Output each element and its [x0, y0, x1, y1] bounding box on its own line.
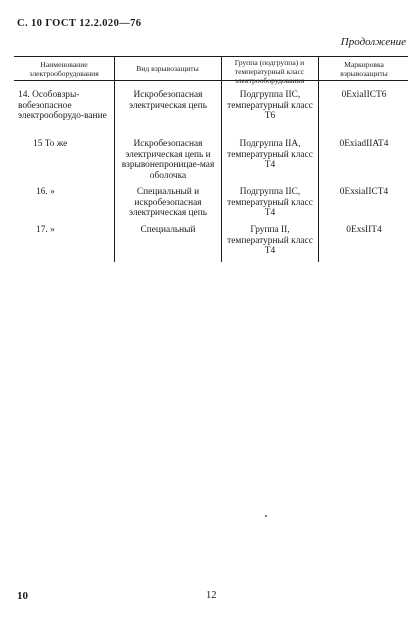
column-header-marking: Маркировка взрывозащиты — [340, 60, 388, 78]
cell-group: Подгруппа IIC, температурный класс Т4 — [227, 187, 313, 219]
cell-marking: 0ExiadIIAT4 — [339, 139, 389, 149]
table-top-rule — [14, 56, 408, 57]
cell-type: Искробезопасная электрическая цепь и взрывонепроницае-мая оболочка — [121, 139, 215, 181]
cell-marking: 0ExiaIICT6 — [341, 90, 387, 100]
cell-marking: 0ExsIIT4 — [346, 225, 382, 235]
cell-name: 15 То же — [33, 139, 68, 149]
cell-type: Специальный — [140, 225, 196, 235]
cell-type: Искробезопасная электрическая цепь — [128, 90, 207, 111]
column-divider — [114, 56, 115, 262]
column-header-group: Группа (подгруппа) и температурный класс электрооборудования — [234, 58, 305, 85]
cell-name: 17. » — [36, 225, 55, 235]
table-header-rule — [14, 80, 408, 81]
cell-group: Подгруппа IIA, температурный класс Т4 — [227, 139, 313, 171]
column-header-type: Вид взрывозащиты — [136, 64, 199, 73]
cell-name: 14. Особовзры-вобезопасное электрооборудо-вание — [18, 90, 107, 122]
column-header-name: Наименование электрооборудования — [29, 60, 99, 78]
footer-page-number-left: 10 — [17, 590, 28, 602]
cell-group: Группа II, температурный класс Т4 — [227, 225, 313, 257]
column-divider — [221, 56, 222, 262]
cell-name: 16. » — [36, 187, 55, 197]
column-divider — [318, 56, 319, 262]
cell-marking: 0ExsiaIICT4 — [339, 187, 389, 197]
page-header: С. 10 ГОСТ 12.2.020—76 — [17, 18, 142, 29]
footer-page-number-center: 12 — [206, 590, 217, 601]
cell-type: Специальный и искробезопасная электрическая цепь — [128, 187, 207, 219]
cell-group: Подгруппа IIC, температурный класс Т6 — [227, 90, 313, 122]
scan-speck — [265, 515, 267, 517]
continuation-label: Продолжение — [340, 36, 406, 48]
